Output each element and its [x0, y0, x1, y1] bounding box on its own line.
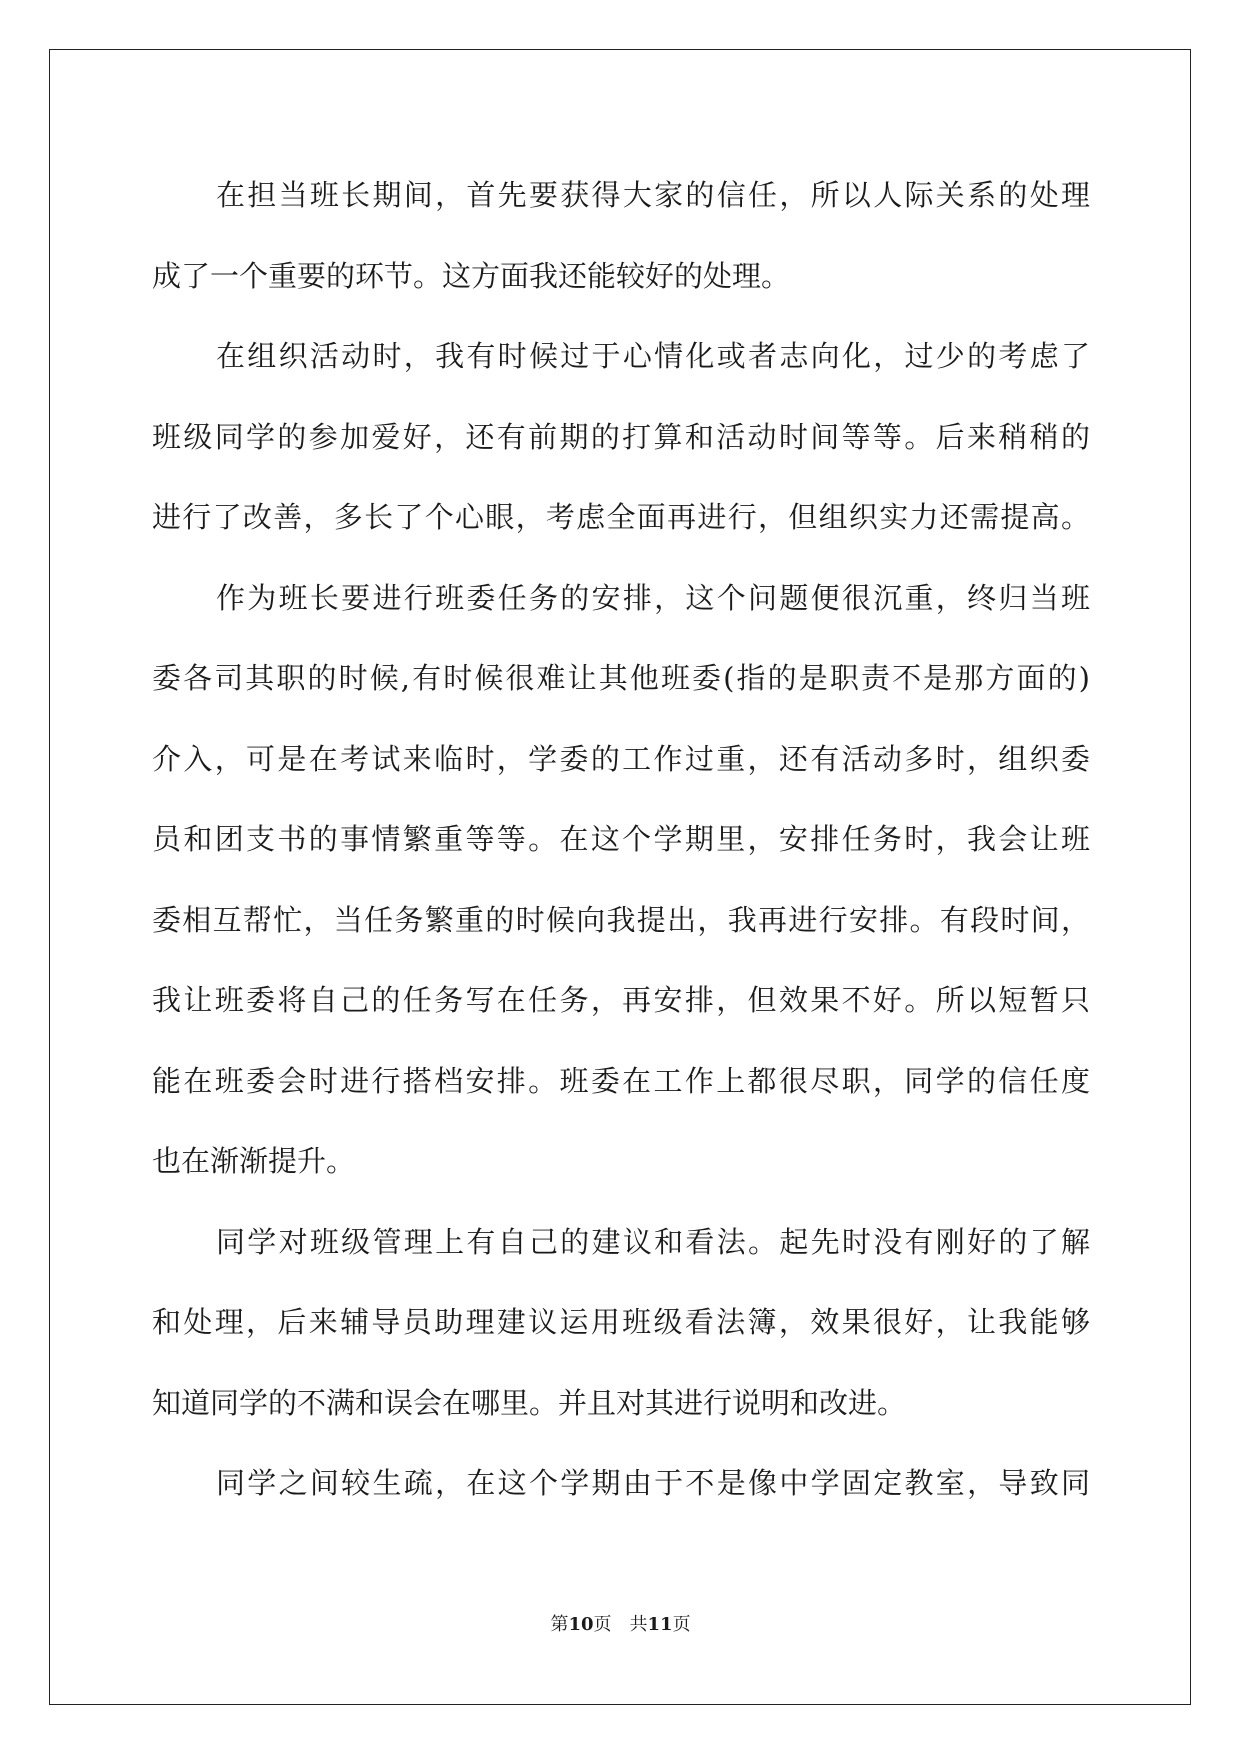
text-line: 和处理，后来辅导员助理建议运用班级看法簿，效果很好，让我能够 — [152, 1305, 1090, 1339]
total-prefix: 共 — [629, 1614, 648, 1635]
text-line: 进行了改善，多长了个心眼，考虑全面再进行，但组织实力还需提高。 — [152, 500, 1090, 534]
text-line: 能在班委会时进行搭档安排。班委在工作上都很尽职，同学的信任度 — [152, 1063, 1090, 1098]
text-line: 同学对班级管理上有自己的建议和看法。起先时没有刚好的了解 — [216, 1224, 1090, 1259]
text-line: 介入，可是在考试来临时，学委的工作过重，还有活动多时，组织委 — [152, 741, 1090, 776]
total-page-number: 11 — [647, 1614, 673, 1635]
page-footer — [0, 1610, 1241, 1636]
text-line: 在组织活动时，我有时候过于心情化或者志向化，过少的考虑了 — [216, 339, 1090, 373]
text-line: 成了一个重要的环节。这方面我还能较好的处理。 — [152, 258, 791, 293]
text-line: 同学之间较生疏，在这个学期由于不是像中学固定教室，导致同 — [216, 1466, 1090, 1500]
page-prefix: 第 — [550, 1614, 569, 1635]
document-body — [152, 155, 1090, 1524]
text-line: 员和团支书的事情繁重等等。在这个学期里，安排任务时，我会让班 — [152, 822, 1090, 856]
text-line: 班级同学的参加爱好，还有前期的打算和活动时间等等。后来稍稍的 — [152, 419, 1090, 454]
text-line: 委各司其职的时候,有时候很难让其他班委(指的是职责不是那方面的) — [152, 661, 1090, 695]
text-line: 也在渐渐提升。 — [152, 1144, 356, 1178]
text-line: 知道同学的不满和误会在哪里。并且对其进行说明和改进。 — [152, 1385, 907, 1420]
page-suffix: 页 — [593, 1614, 612, 1635]
total-suffix: 页 — [672, 1614, 691, 1635]
current-page-number: 10 — [568, 1614, 594, 1635]
text-line: 在担当班长期间，首先要获得大家的信任，所以人际关系的处理 — [216, 178, 1090, 212]
text-line: 我让班委将自己的任务写在任务，再安排，但效果不好。所以短暂只 — [152, 983, 1090, 1017]
text-line: 委相互帮忙，当任务繁重的时候向我提出，我再进行安排。有段时间， — [152, 902, 1090, 937]
text-line: 作为班长要进行班委任务的安排，这个问题便很沉重，终归当班 — [216, 580, 1090, 615]
